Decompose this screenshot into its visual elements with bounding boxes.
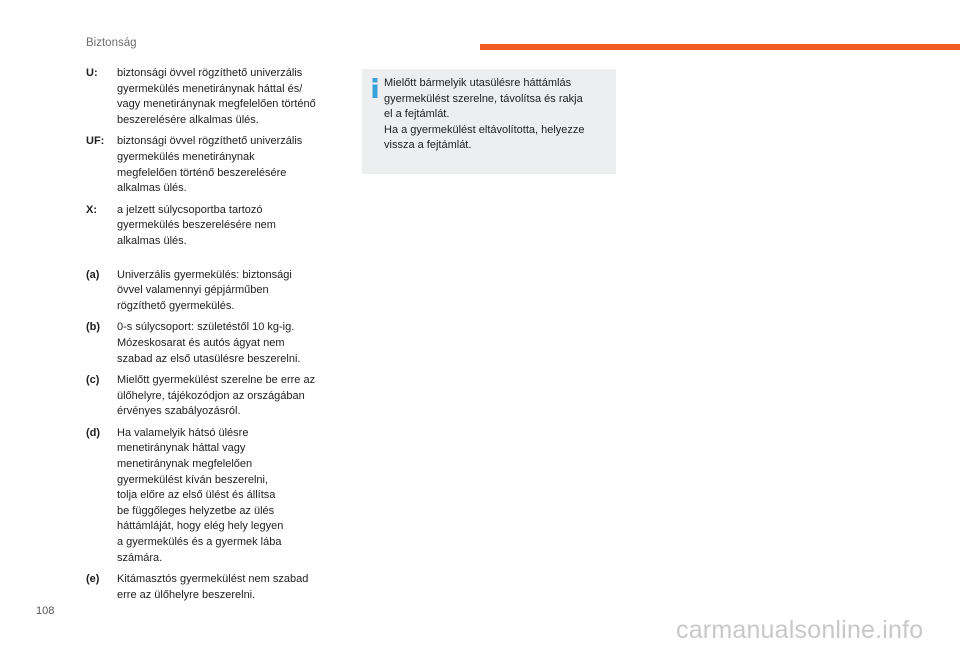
page-number: 108: [36, 605, 55, 617]
info-box: [362, 69, 616, 174]
definition-item: [86, 203, 348, 250]
left-column: [86, 66, 348, 603]
note-text: Ha valamelyik hátsó ülésre menetiránynak háttal vagy menetiránynak megfelelően gyermekülést kíván beszerelni, tolja előre az első ülést és állítsa be függőleges helyzetbe az ülés háttámláját, hogy elég hely legyen a gyermekülés és a gyermek lába számára.: [117, 426, 284, 564]
definition-item: [86, 134, 348, 196]
note-item: [86, 572, 348, 603]
note-text: Univerzális gyermekülés: biztonsági övvel valamennyi gépjárműben rögzíthető gyermekülés.: [117, 268, 292, 312]
note-term: (d): [86, 426, 101, 439]
note-term: (a): [86, 268, 100, 281]
definition-term: U:: [86, 67, 98, 79]
section-title: Biztonság: [86, 37, 137, 49]
note-text: 0-s súlycsoport: születéstől 10 kg-ig. Mózeskosarat és autós ágyat nem szabad az első utasülésre beszerelni.: [117, 321, 301, 365]
definition-text: a jelzett súlycsoportba tartozó gyermekülés beszerelésére nem alkalmas ülés.: [117, 203, 276, 247]
note-item: [86, 268, 348, 315]
info-text: Mielőtt bármelyik utasülésre háttámlás gyermekülést szerelne, távolítsa és rakja el a fejtámlát. Ha a gyermekülést eltávolította, helyezze vissza a fejtámlát.: [384, 77, 585, 152]
definition-term: UF:: [86, 135, 105, 148]
note-item: [86, 320, 348, 367]
definition-text: biztonsági övvel rögzíthető univerzális gyermekülés menetiránynak háttal és/ vagy menetiránynak megfelelően történő beszerelésére alkalmas ülés.: [117, 67, 316, 126]
note-term: (b): [86, 321, 101, 334]
info-icon: [370, 78, 380, 98]
note-item: [86, 373, 348, 420]
definition-term: X:: [86, 203, 97, 216]
note-term: (e): [86, 573, 100, 586]
note-item: [86, 426, 348, 566]
note-term: (c): [86, 374, 100, 387]
watermark: carmanualsonline.info: [676, 616, 924, 644]
definition-text: biztonsági övvel rögzíthető univerzális gyermekülés menetiránynak megfelelően történő beszerelésére alkalmas ülés.: [117, 135, 303, 195]
note-text: Kitámasztós gyermekülést nem szabad erre az ülőhelyre beszerelni.: [117, 573, 309, 601]
header-accent-bar: [480, 44, 960, 50]
definition-item: [86, 66, 348, 128]
note-text: Mielőtt gyermekülést szerelne be erre az ülőhelyre, tájékozódjon az országában érvényes szabályozásról.: [117, 374, 316, 418]
